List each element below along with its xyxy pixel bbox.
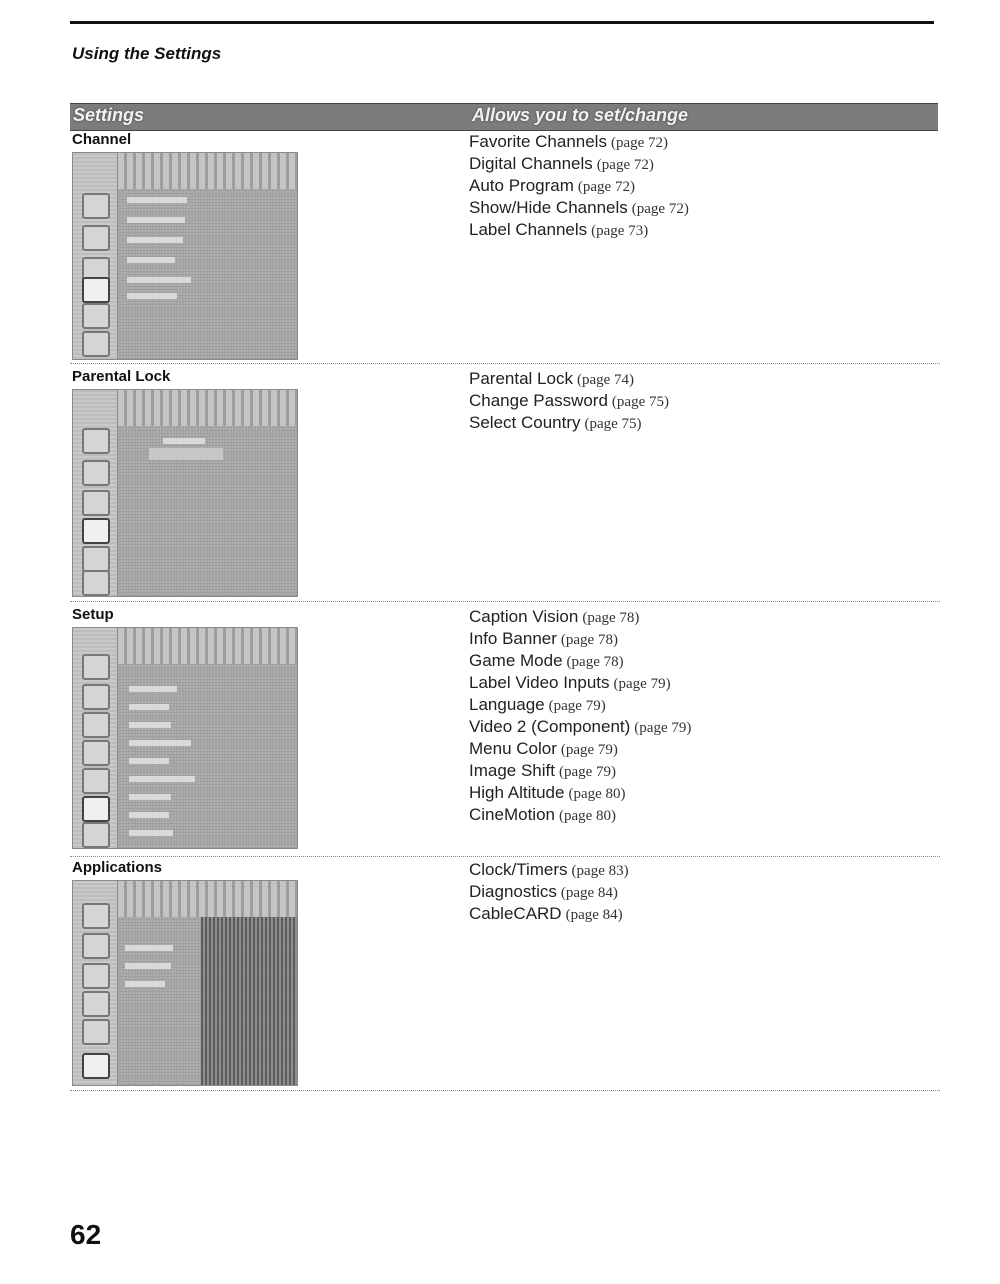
menu-icon: [82, 1019, 110, 1045]
list-item: Label Video Inputs (page 79): [469, 673, 671, 692]
menu-icon: [82, 768, 110, 794]
channel-items: [469, 131, 689, 241]
list-item: Digital Channels (page 72): [469, 154, 654, 173]
menu-icon: [82, 490, 110, 516]
top-rule: [70, 21, 934, 24]
row-label: Parental Lock: [72, 368, 171, 385]
menu-icon: [82, 963, 110, 989]
list-item: Clock/Timers (page 83): [469, 860, 629, 879]
channel-menu-screenshot: [72, 152, 298, 360]
list-item: Game Mode (page 78): [469, 651, 624, 670]
menu-icon: [82, 546, 110, 572]
list-item: Parental Lock (page 74): [469, 369, 635, 388]
row-divider: [70, 856, 940, 857]
setup-items: [469, 606, 691, 826]
list-item: Select Country (page 75): [469, 413, 642, 432]
row-label: Channel: [72, 131, 132, 148]
parental-lock-items: [469, 368, 669, 434]
menu-icon: [82, 654, 110, 680]
list-item: Info Banner (page 78): [469, 629, 618, 648]
row-divider: [70, 363, 940, 364]
menu-icon: [82, 712, 110, 738]
list-item: Caption Vision (page 78): [469, 607, 640, 626]
menu-icon: [82, 225, 110, 251]
parental-lock-menu-screenshot: [72, 389, 298, 597]
menu-icon: [82, 303, 110, 329]
section-title: Using the Settings: [72, 44, 222, 63]
list-item: Image Shift (page 79): [469, 761, 617, 780]
list-item: CableCARD (page 84): [469, 904, 623, 923]
applications-menu-screenshot: [72, 880, 298, 1086]
menu-icon: [82, 428, 110, 454]
menu-icon: [82, 518, 110, 544]
menu-icon: [82, 933, 110, 959]
menu-icon: [82, 193, 110, 219]
list-item: Language (page 79): [469, 695, 606, 714]
list-item: Video 2 (Component) (page 79): [469, 717, 692, 736]
menu-icon: [82, 740, 110, 766]
table-header: [70, 103, 938, 131]
row-label: Setup: [72, 606, 114, 623]
menu-icon: [82, 277, 110, 303]
header-allows: Allows you to set/change: [472, 105, 689, 125]
menu-icon: [82, 1053, 110, 1079]
menu-icon: [82, 796, 110, 822]
list-item: Diagnostics (page 84): [469, 882, 618, 901]
list-item: Menu Color (page 79): [469, 739, 618, 758]
menu-icon: [82, 460, 110, 486]
menu-icon: [82, 331, 110, 357]
row-divider: [70, 601, 940, 602]
list-item: CineMotion (page 80): [469, 805, 617, 824]
row-divider: [70, 1090, 940, 1091]
setup-menu-screenshot: [72, 627, 298, 849]
list-item: Favorite Channels (page 72): [469, 132, 669, 151]
list-item: Auto Program (page 72): [469, 176, 635, 195]
menu-icon: [82, 570, 110, 596]
list-item: Label Channels (page 73): [469, 220, 649, 239]
menu-icon: [82, 991, 110, 1017]
header-settings: Settings: [73, 105, 145, 125]
row-label: Applications: [72, 859, 163, 876]
menu-icon: [82, 903, 110, 929]
list-item: Change Password (page 75): [469, 391, 669, 410]
menu-icon: [82, 684, 110, 710]
page-number: 62: [70, 1219, 102, 1250]
menu-icon: [82, 822, 110, 848]
applications-items: [469, 859, 629, 925]
list-item: Show/Hide Channels (page 72): [469, 198, 689, 217]
list-item: High Altitude (page 80): [469, 783, 626, 802]
